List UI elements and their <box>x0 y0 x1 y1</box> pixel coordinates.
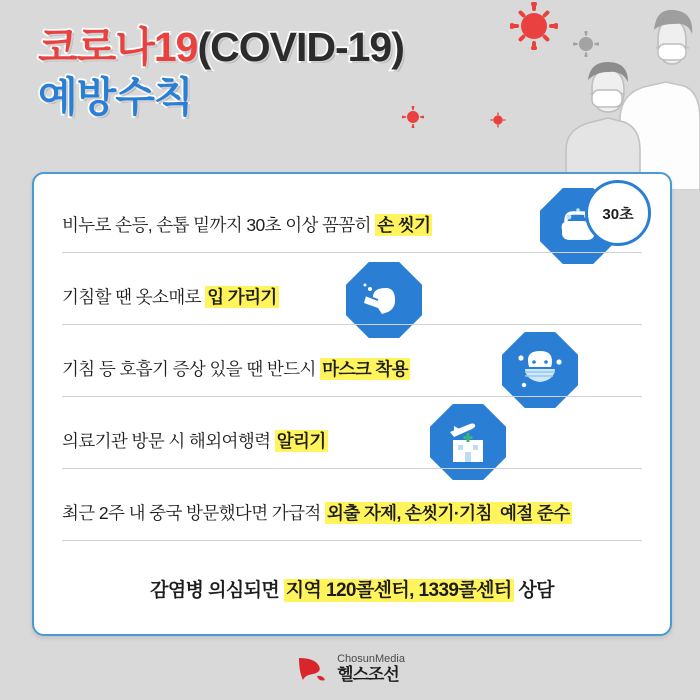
rule-text-3 <box>62 356 410 382</box>
virus-icon-tiny-red <box>490 112 506 128</box>
background-people-illustration <box>470 0 700 190</box>
30-second-badge <box>585 180 651 246</box>
divider-4 <box>62 468 642 469</box>
logo-brand-ko: 헬스조선 <box>337 664 399 684</box>
rule-1-highlight: 손 씻기 <box>377 214 431 235</box>
contact-pre: 감염병 의심되면 <box>150 580 284 601</box>
rule-3-highlight: 마스크 착용 <box>322 358 408 379</box>
cough-sleeve-icon <box>346 262 422 338</box>
title-covid-en: (COVID-19) <box>197 24 404 70</box>
logo-text <box>337 654 405 683</box>
rule-item-5 <box>62 494 642 532</box>
page-title <box>38 26 404 122</box>
contact-line <box>34 575 670 602</box>
virus-icon-small-red-left <box>402 106 424 128</box>
rule-3-pre: 기침 등 호흡기 증상 있을 땐 반드시 <box>62 358 321 379</box>
rules-card <box>32 172 672 636</box>
rule-1-pre: 비누로 손등, 손톱 밑까지 30초 이상 꼼꼼히 <box>62 214 376 235</box>
rule-4-pre: 의료기관 방문 시 해외여행력 <box>62 430 275 451</box>
divider-1 <box>62 252 642 253</box>
logo-brand-en: ChosunMedia <box>337 653 405 666</box>
rule-text-2 <box>62 284 279 310</box>
rule-5-highlight-2: 예절 준수 <box>500 502 570 523</box>
rule-5-highlight: 외출 자제, 손씻기·기침 <box>326 502 497 523</box>
rule-text-5 <box>62 500 572 526</box>
divider-3 <box>62 396 642 397</box>
title-line-1 <box>38 26 404 69</box>
chosun-logo-icon <box>295 654 329 684</box>
footer-logo <box>0 654 700 684</box>
rule-2-highlight: 입 가리기 <box>207 286 277 307</box>
title-line-2: 예방수칙 <box>38 74 193 121</box>
rule-4-highlight: 알리기 <box>276 430 326 451</box>
divider-2 <box>62 324 642 325</box>
badge-label: 30초 <box>602 205 634 223</box>
rule-item-4 <box>62 422 642 460</box>
rule-5-pre: 최근 2주 내 중국 방문했다면 가급적 <box>62 502 325 523</box>
contact-post: 상담 <box>513 580 554 601</box>
virus-icon-large-red <box>510 2 558 50</box>
divider-5 <box>62 540 642 541</box>
rule-text-4 <box>62 428 328 454</box>
rule-text-1 <box>62 212 432 238</box>
contact-highlight: 지역 120콜센터, 1339콜센터 <box>285 580 512 601</box>
title-covid-ko: 코로나19 <box>38 24 198 70</box>
rule-2-pre: 기침할 땐 옷소매로 <box>62 286 206 307</box>
virus-icon-small-grey <box>573 31 599 57</box>
